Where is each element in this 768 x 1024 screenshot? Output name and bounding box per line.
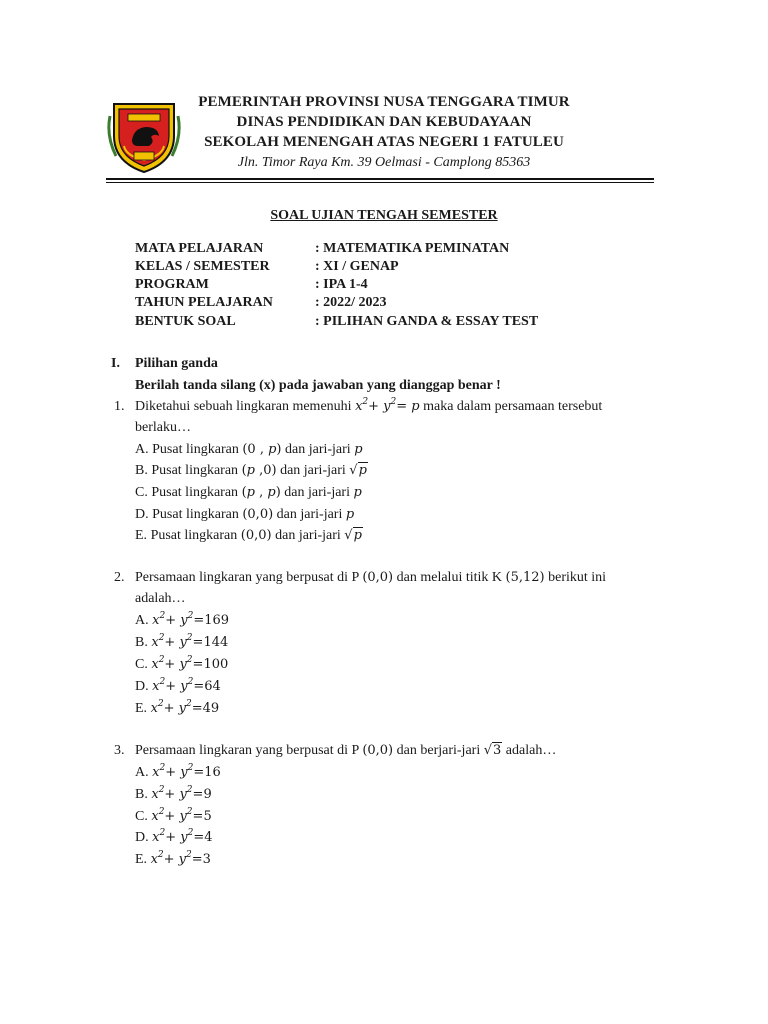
- option-label: D.: [135, 679, 149, 694]
- option-d[interactable]: D. $x^2+ y^2=64$: [135, 677, 221, 694]
- exam-title: SOAL UJIAN TENGAH SEMESTER: [270, 208, 498, 223]
- option-math: $x^2+ y^2$: [151, 655, 193, 672]
- section-numeral: I.: [111, 356, 120, 371]
- option-e[interactable]: E. $x^2+ y^2=49$: [135, 699, 220, 716]
- option-text: Pusat lingkaran: [151, 485, 239, 500]
- option-value: 144: [203, 635, 229, 650]
- option-math: (0,0): [240, 528, 272, 543]
- option-e[interactable]: E. $x^2+ y^2=3$: [135, 850, 211, 867]
- option-text: dan jari-jari: [285, 442, 351, 457]
- equation: (5,12): [505, 570, 545, 585]
- option-math: $x^2+ y^2$: [150, 850, 192, 867]
- option-c[interactable]: C. $x^2+ y^2=5$: [135, 807, 212, 824]
- meta-label: PROGRAM: [135, 277, 209, 292]
- option-label: C.: [135, 809, 148, 824]
- option-text: Pusat lingkaran: [152, 442, 239, 457]
- option-math: $x^2+ y^2$: [150, 699, 192, 716]
- section-instruction: Berilah tanda silang (x) pada jawaban yang dianggap benar !: [135, 378, 501, 393]
- option-label: C.: [135, 485, 148, 500]
- letterhead-divider-thick: [106, 178, 654, 180]
- question-number: 3.: [114, 743, 125, 758]
- equation: (0,0): [362, 743, 394, 758]
- option-value: 169: [204, 613, 230, 628]
- equation: √3: [483, 743, 502, 758]
- equation: (0,0): [362, 570, 394, 585]
- option-b[interactable]: [135, 463, 368, 479]
- option-math: $x^2+ y^2$: [152, 763, 194, 780]
- option-text: Pusat lingkaran: [152, 507, 239, 522]
- option-a[interactable]: A. $x^2+ y^2=169$: [135, 611, 230, 628]
- question-text: dan melalui titik K: [396, 570, 503, 585]
- meta-value: : IPA 1-4: [315, 277, 368, 292]
- option-a[interactable]: [135, 442, 363, 458]
- option-math: (0 , p): [242, 442, 282, 457]
- option-math: $x^2+ y^2$: [152, 828, 194, 845]
- option-value: 16: [204, 765, 221, 780]
- option-c[interactable]: [135, 485, 362, 501]
- option-value: 49: [202, 701, 220, 716]
- option-label: E.: [135, 701, 148, 716]
- question-2-line-1: [135, 570, 606, 586]
- option-label: A.: [135, 613, 149, 628]
- option-math: $x^2+ y^2$: [151, 633, 193, 650]
- option-label: B.: [135, 463, 148, 478]
- letterhead-divider-thin: [106, 182, 654, 183]
- option-label: A.: [135, 765, 149, 780]
- meta-label: MATA PELAJARAN: [135, 241, 264, 256]
- question-text: berikut ini: [548, 570, 607, 585]
- meta-value: : MATEMATIKA PEMINATAN: [315, 241, 510, 256]
- option-a[interactable]: A. $x^2+ y^2=16$: [135, 763, 221, 780]
- question-number: 1.: [114, 399, 125, 414]
- option-value: 3: [202, 852, 211, 867]
- question-text: dan berjari-jari: [396, 743, 481, 758]
- question-text: berlaku…: [135, 420, 191, 435]
- question-text: adalah…: [505, 743, 557, 758]
- meta-label: TAHUN PELAJARAN: [135, 295, 273, 310]
- meta-value: : PILIHAN GANDA & ESSAY TEST: [315, 314, 539, 329]
- question-text: adalah…: [135, 591, 186, 606]
- option-label: B.: [135, 635, 148, 650]
- meta-value: : 2022/ 2023: [315, 295, 387, 310]
- header-department: DINAS PENDIDIKAN DAN KEBUDAYAAN: [236, 114, 532, 130]
- question-3-line-1: [135, 743, 556, 759]
- option-text: Pusat lingkaran: [151, 463, 239, 478]
- meta-label: BENTUK SOAL: [135, 314, 236, 329]
- meta-value: : XI / GENAP: [315, 259, 399, 274]
- option-b[interactable]: B. $x^2+ y^2=9$: [135, 785, 212, 802]
- option-d[interactable]: [135, 507, 354, 523]
- option-math: √p: [349, 463, 367, 478]
- equation: $x^2+ y^2= p$: [355, 397, 420, 414]
- section-heading: Pilihan ganda: [135, 356, 218, 371]
- meta-label: KELAS / SEMESTER: [135, 259, 270, 274]
- header-school-name: SEKOLAH MENENGAH ATAS NEGERI 1 FATULEU: [204, 134, 564, 150]
- option-label: C.: [135, 657, 148, 672]
- option-math: $x^2+ y^2$: [151, 785, 193, 802]
- question-text: Persamaan lingkaran yang berpusat di P: [135, 570, 359, 585]
- question-1-line-1: [135, 399, 602, 415]
- option-label: D.: [135, 830, 149, 845]
- option-text: Pusat lingkaran: [150, 528, 238, 543]
- option-label: A.: [135, 442, 149, 457]
- question-text: Diketahui sebuah lingkaran memenuhi: [135, 399, 352, 414]
- option-math: (0,0): [242, 507, 274, 522]
- option-math: $x^2+ y^2$: [152, 677, 194, 694]
- question-text: maka dalam persamaan tersebut: [423, 399, 603, 414]
- option-e[interactable]: [135, 528, 363, 544]
- option-value: 100: [203, 657, 229, 672]
- option-value: 9: [203, 787, 212, 802]
- option-math: p: [353, 485, 362, 500]
- option-math: $x^2+ y^2$: [151, 807, 193, 824]
- option-math: p: [354, 442, 363, 457]
- option-label: E.: [135, 528, 148, 543]
- header-government: PEMERINTAH PROVINSI NUSA TENGGARA TIMUR: [198, 94, 570, 110]
- option-label: D.: [135, 507, 149, 522]
- option-b[interactable]: B. $x^2+ y^2=144$: [135, 633, 229, 650]
- option-value: 4: [204, 830, 213, 845]
- option-math: √p: [344, 528, 362, 543]
- header-address: Jln. Timor Raya Km. 39 Oelmasi - Camplong 85363: [237, 155, 531, 170]
- option-math: $x^2+ y^2$: [152, 611, 194, 628]
- option-math: p: [345, 507, 355, 522]
- option-text: dan jari-jari: [280, 463, 346, 478]
- option-text: dan jari-jari: [284, 485, 350, 500]
- question-text: Persamaan lingkaran yang berpusat di P: [135, 743, 359, 758]
- option-text: dan jari-jari: [276, 507, 343, 522]
- option-value: 5: [203, 809, 212, 824]
- option-label: B.: [135, 787, 148, 802]
- option-label: E.: [135, 852, 148, 867]
- option-text: dan jari-jari: [275, 528, 341, 543]
- option-d[interactable]: D. $x^2+ y^2=4$: [135, 828, 213, 845]
- question-number: 2.: [114, 570, 125, 585]
- option-math: (p , p): [241, 485, 281, 500]
- option-c[interactable]: C. $x^2+ y^2=100$: [135, 655, 229, 672]
- option-value: 64: [204, 679, 221, 694]
- option-math: (p ,0): [241, 463, 277, 478]
